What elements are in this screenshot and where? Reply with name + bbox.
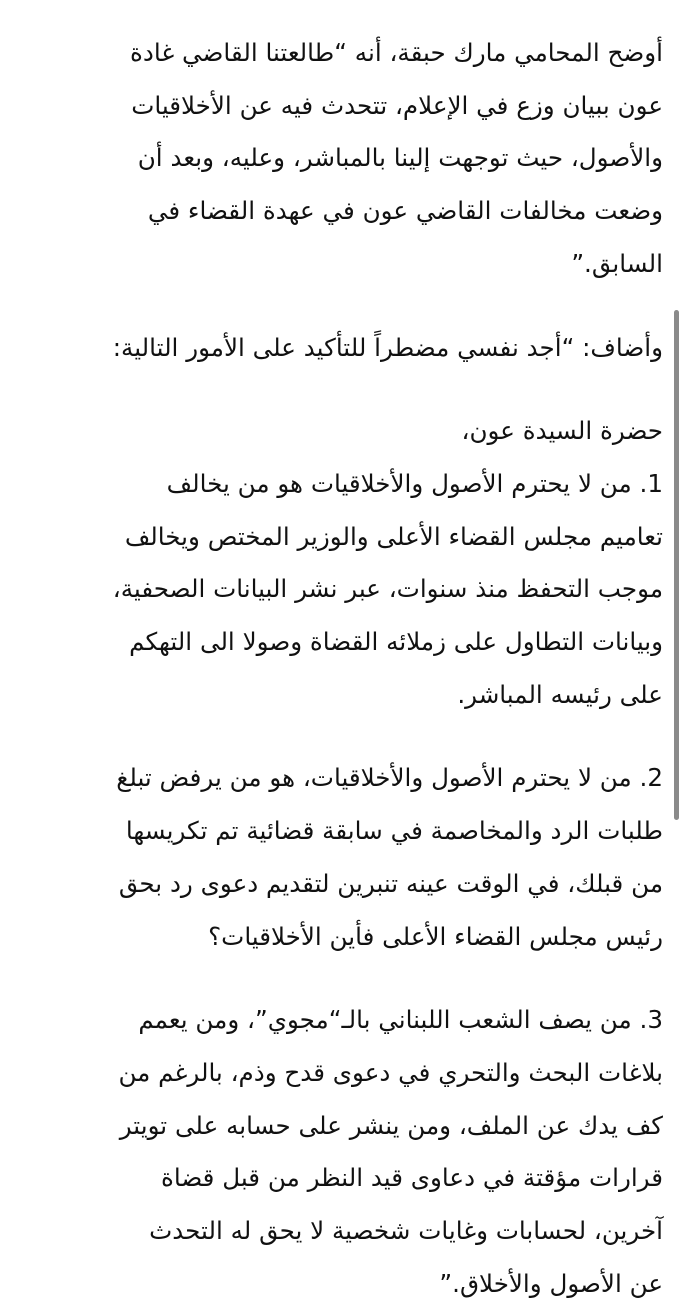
text-line: 2. من لا يحترم الأصول والأخلاقيات، هو من يرفض تبلغ (116, 763, 663, 793)
paragraph-added (34, 322, 663, 375)
paragraph-point-3 (34, 994, 663, 1310)
text-line: أوضح المحامي مارك حبقة، أنه “طالعتنا القاضي غادة (130, 38, 663, 67)
paragraph-point-1 (34, 405, 663, 721)
text-line: عن الأصول والأخلاق.” (439, 1268, 663, 1298)
text-line: قرارات مؤقتة في دعاوى قيد النظر من قبل قضاة (160, 1163, 663, 1193)
text-line: على رئيسه المباشر. (457, 679, 663, 709)
text-line: كف يدك عن الملف، ومن ينشر على حسابه على تويتر (119, 1110, 663, 1140)
text-line: آخرين، لحسابات وغايات شخصية لا يحق له التحدث (149, 1216, 663, 1246)
text-line: تعاميم مجلس القضاء الأعلى والوزير المختص ويخالف (124, 521, 663, 551)
text-line: طلبات الرد والمخاصمة في سابقة قضائية تم تكريسها (125, 816, 663, 846)
text-line: موجب التحفظ منذ سنوات، عبر نشر البيانات الصحفية، (112, 574, 663, 604)
text-line: عون ببيان وزع في الإعلام، تتحدث فيه عن الأخلاقيات (131, 90, 663, 120)
paragraph-point-2 (34, 752, 663, 963)
scrollbar[interactable] (674, 310, 679, 820)
text-line: رئيس مجلس القضاء الأعلى فأين الأخلاقيات؟ (208, 921, 663, 951)
text-line: وضعت مخالفات القاضي عون في عهدة القضاء في (147, 196, 663, 226)
text-line: السابق.” (571, 248, 663, 278)
text-line: 3. من يصف الشعب اللبناني بالـ“مجوي”، ومن يعمم (138, 1005, 663, 1035)
text-line: وبيانات التطاول على زملائه القضاة وصولا الى التهكم (129, 627, 663, 657)
text-line: والأصول، حيث توجهت إلينا بالمباشر، وعليه، وبعد أن (137, 143, 663, 173)
text-line: من قبلك، في الوقت عينه تنبرين لتقديم دعوى رد بحق (118, 868, 663, 898)
text-line: وأضاف: “أجد نفسي مضطراً للتأكيد على الأمور التالية: (112, 332, 663, 362)
text-line: بلاغات البحث والتحري في دعوى قدح وذم، بالرغم من (118, 1057, 663, 1087)
paragraph-intro (34, 27, 663, 291)
text-line: حضرة السيدة عون، (461, 416, 663, 446)
text-line: 1. من لا يحترم الأصول والأخلاقيات هو من يخالف (166, 468, 663, 498)
